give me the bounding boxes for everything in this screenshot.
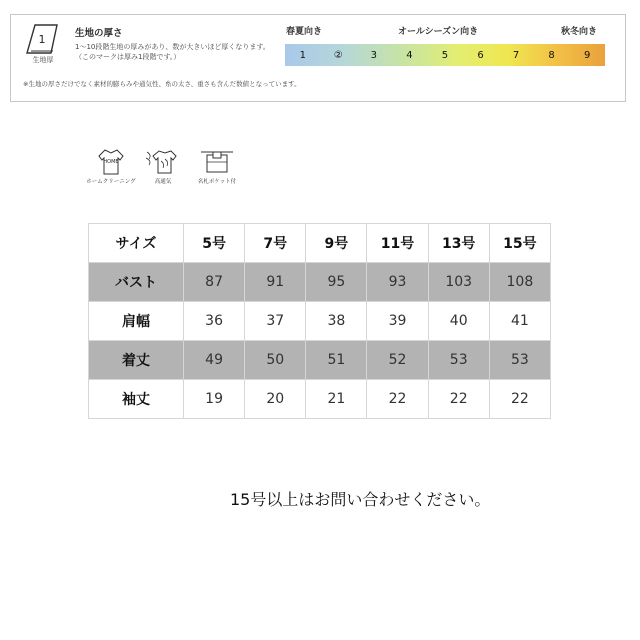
fabric-thickness-description [75, 42, 270, 62]
care-icon-row [86, 146, 256, 196]
description-line-1: 1〜10段階生地の厚みがあり、数が大きいほど厚くなります。 [75, 43, 270, 51]
size-inquiry-note: 15号以上はお問い合わせください。 [230, 490, 491, 509]
table-row-sleeve [89, 380, 551, 419]
row-label-bust: バスト [89, 263, 184, 302]
table-cell: 50 [245, 341, 306, 380]
scale-value: 3 [370, 49, 378, 61]
table-cell: 93 [367, 263, 428, 302]
header-size-5: 5号 [184, 224, 245, 263]
care-item-home-cleaning [86, 146, 136, 185]
scale-value: 5 [441, 49, 449, 61]
home-cleaning-icon [91, 146, 131, 176]
fabric-thickness-icon-label: 生地厚 [32, 56, 54, 64]
fabric-thickness-panel [10, 14, 626, 102]
care-item-breathable [138, 146, 188, 185]
table-cell: 40 [428, 302, 489, 341]
size-table [88, 223, 551, 419]
table-cell: 87 [184, 263, 245, 302]
table-cell: 22 [367, 380, 428, 419]
table-row-length [89, 341, 551, 380]
scale-value: 8 [548, 49, 555, 61]
header-size-13: 13号 [428, 224, 489, 263]
table-cell: 108 [489, 263, 550, 302]
header-size-11: 11号 [367, 224, 428, 263]
header-size: サイズ [89, 224, 184, 263]
row-label-shoulder: 肩幅 [89, 302, 184, 341]
table-cell: 20 [245, 380, 306, 419]
thickness-icon-number: 1 [38, 33, 46, 46]
description-line-2: （このマークは厚み1段階です。） [75, 53, 181, 61]
table-cell: 22 [489, 380, 550, 419]
care-label-home-cleaning: ホームクリーニング [86, 179, 136, 185]
season-label-all-season: オールシーズン向き [398, 27, 479, 37]
scale-value-selected: ② [333, 49, 343, 61]
size-table-header-row [89, 224, 551, 263]
table-cell: 53 [489, 341, 550, 380]
table-cell: 51 [306, 341, 367, 380]
season-label-autumn-winter: 秋冬向き [561, 27, 598, 37]
table-cell: 21 [306, 380, 367, 419]
fabric-thickness-title: 生地の厚さ [75, 28, 123, 39]
table-row-shoulder [89, 302, 551, 341]
thickness-footnote: ※生地の厚さだけでなく素材的膨らみや通気性、糸の太さ、重さも含んだ数値となっています。 [23, 80, 301, 88]
scale-value: 9 [583, 49, 591, 61]
table-cell: 91 [245, 263, 306, 302]
care-item-name-pocket [192, 146, 242, 185]
header-size-7: 7号 [245, 224, 306, 263]
breathable-icon [143, 146, 183, 176]
table-cell: 49 [184, 341, 245, 380]
table-cell: 36 [184, 302, 245, 341]
table-cell: 41 [489, 302, 550, 341]
care-label-name-pocket: 名札ポケット付 [197, 179, 237, 185]
table-cell: 19 [184, 380, 245, 419]
scale-value: 7 [512, 49, 520, 61]
table-cell: 52 [367, 341, 428, 380]
care-label-breathable: 高通気 [154, 179, 172, 185]
header-size-9: 9号 [306, 224, 367, 263]
table-cell: 95 [306, 263, 367, 302]
name-pocket-icon [197, 146, 237, 176]
scale-value: 6 [477, 49, 484, 61]
header-size-15: 15号 [489, 224, 550, 263]
row-label-length: 着丈 [89, 341, 184, 380]
thickness-scale-bar [285, 44, 605, 66]
table-cell: 39 [367, 302, 428, 341]
table-cell: 38 [306, 302, 367, 341]
table-cell: 37 [245, 302, 306, 341]
table-cell: 53 [428, 341, 489, 380]
home-icon-text: HOME [103, 159, 119, 165]
table-row-bust [89, 263, 551, 302]
row-label-sleeve: 袖丈 [89, 380, 184, 419]
fabric-thickness-icon [23, 23, 67, 73]
season-label-spring-summer: 春夏向き [286, 27, 323, 37]
scale-value: 4 [406, 49, 413, 61]
table-cell: 22 [428, 380, 489, 419]
scale-value: 1 [299, 49, 306, 61]
table-cell: 103 [428, 263, 489, 302]
